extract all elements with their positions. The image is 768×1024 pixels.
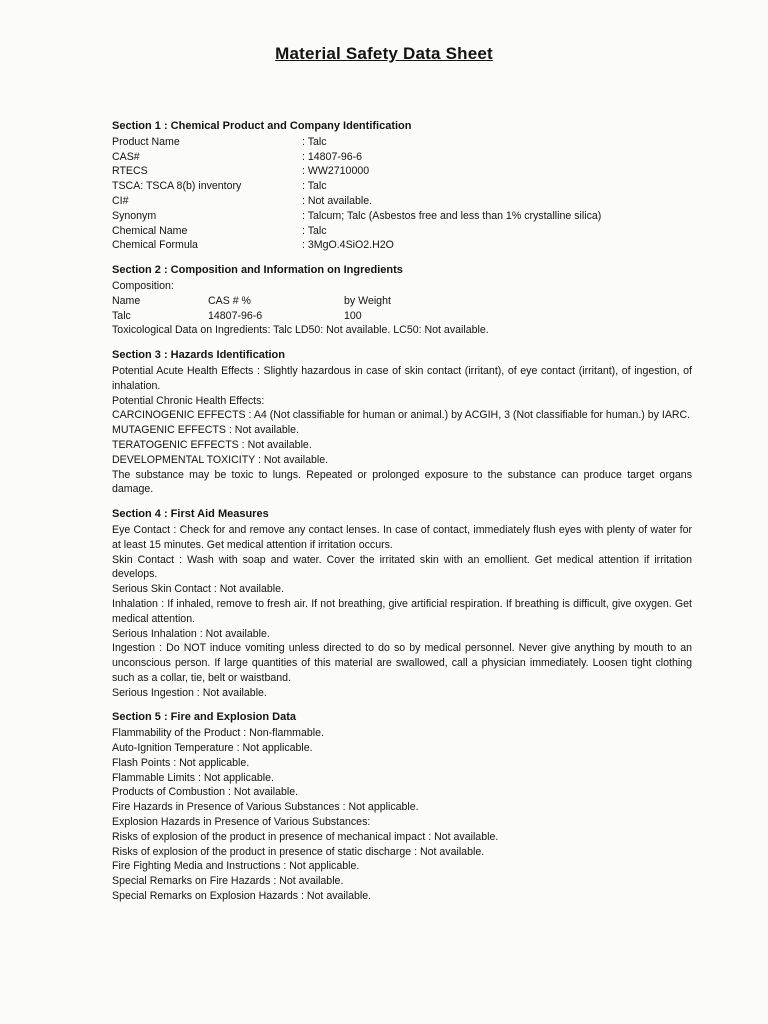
toxicological-data: Toxicological Data on Ingredients: Talc LD50: Not available. LC50: Not available. <box>112 324 489 337</box>
section-3-line: TERATOGENIC EFFECTS : Not available. <box>112 438 312 451</box>
field-label: TSCA: TSCA 8(b) inventory <box>112 180 242 193</box>
section-5-line: Fire Fighting Media and Instructions : Not applicable. <box>112 860 360 873</box>
section-4-line: Skin Contact : Wash with soap and water. Cover the irritated skin with an emollient. Get medical attention if irritation develops. <box>112 553 692 581</box>
ingredient-cas: 14807-96-6 <box>208 309 263 322</box>
chemical-formula-row <box>112 238 692 253</box>
field-value: : 3MgO.4SiO2.H2O <box>302 239 394 252</box>
section-1-title: Section 1 : Chemical Product and Company Identification <box>112 120 412 132</box>
section-3-line: MUTAGENIC EFFECTS : Not available. <box>112 424 299 437</box>
section-5-line: Auto-Ignition Temperature : Not applicable. <box>112 742 313 755</box>
section-4-line: Inhalation : If inhaled, remove to fresh air. If not breathing, give artificial respiration. If breathing is difficult, give oxygen. Get medical attention. <box>112 597 692 625</box>
section-2-title: Section 2 : Composition and Information on Ingredients <box>112 264 403 277</box>
section-5-line: Explosion Hazards in Presence of Various Substances: <box>112 816 371 829</box>
field-value: : Talc <box>302 180 327 193</box>
ingredient-name: Talc <box>112 309 131 322</box>
tsca-row <box>112 179 692 194</box>
section-5-line: Flash Points : Not applicable. <box>112 756 250 769</box>
section-4-line: Serious Skin Contact : Not available. <box>112 583 284 596</box>
field-label: CAS# <box>112 150 140 163</box>
document-body <box>112 119 692 914</box>
field-value: : 14807-96-6 <box>302 150 363 163</box>
field-value: : Not available. <box>302 194 373 207</box>
section-5-line: Flammable Limits : Not applicable. <box>112 771 274 784</box>
section-2 <box>112 263 692 338</box>
field-value: : Talc <box>302 224 327 237</box>
synonym-row <box>112 209 692 224</box>
section-5-line: Risks of explosion of the product in presence of mechanical impact : Not available. <box>112 830 499 843</box>
ingredient-weight: 100 <box>344 309 362 322</box>
composition-label: Composition: <box>112 279 174 292</box>
product-name-row <box>112 135 692 150</box>
section-5-line: Special Remarks on Fire Hazards : Not available. <box>112 875 344 888</box>
section-3-line: CARCINOGENIC EFFECTS : A4 (Not classifiable for human or animal.) by ACGIH, 3 (Not classifiable for human.) by IARC. <box>112 409 691 422</box>
section-5-line: Special Remarks on Explosion Hazards : Not available. <box>112 890 372 903</box>
rtecs-row <box>112 164 692 179</box>
document-title: Material Safety Data Sheet <box>275 44 493 63</box>
section-4-line: Ingestion : Do NOT induce vomiting unless directed to do so by medical personnel. Never give anything by mouth to an unconscious person. If large quantities of this material are swallowed, call a physician immediately. Loosen tight clothing such as a collar, tie, belt or waistband. <box>112 642 692 684</box>
section-3-line: Potential Acute Health Effects : Slightly hazardous in case of skin contact (irritant), of eye contact (irritant), of ingestion, of inhalation. <box>112 364 692 392</box>
section-5-line: Products of Combustion : Not available. <box>112 786 299 799</box>
section-5-title: Section 5 : Fire and Explosion Data <box>112 711 296 724</box>
header-weight: by Weight <box>344 294 391 307</box>
section-3-line: Potential Chronic Health Effects: <box>112 394 265 407</box>
composition-row <box>112 309 692 324</box>
field-value: : Talcum; Talc (Asbestos free and less than 1% crystalline silica) <box>302 209 602 222</box>
header-name: Name <box>112 294 141 307</box>
cas-row <box>112 150 692 165</box>
section-1 <box>112 119 692 253</box>
section-4-line: Eye Contact : Check for and remove any contact lenses. In case of contact, immediately flush eyes with plenty of water for at least 15 minutes. Get medical attention if irritation occurs. <box>112 523 692 551</box>
header-cas: CAS # % <box>208 294 251 307</box>
section-5-line: Fire Hazards in Presence of Various Substances : Not applicable. <box>112 801 419 814</box>
section-3-line: The substance may be toxic to lungs. Repeated or prolonged exposure to the substance can produce target organs damage. <box>112 468 692 496</box>
ci-row <box>112 194 692 209</box>
field-value: : WW2710000 <box>302 165 370 178</box>
section-5-line: Risks of explosion of the product in presence of static discharge : Not available. <box>112 845 485 858</box>
section-3-title: Section 3 : Hazards Identification <box>112 349 285 362</box>
section-4 <box>112 507 692 700</box>
field-label: Product Name <box>112 135 180 148</box>
field-label: CI# <box>112 194 129 207</box>
field-label: RTECS <box>112 165 148 178</box>
section-4-line: Serious Ingestion : Not available. <box>112 686 267 699</box>
field-label: Synonym <box>112 209 157 222</box>
section-5 <box>112 710 692 903</box>
composition-header-row <box>112 294 692 309</box>
field-label: Chemical Name <box>112 224 188 237</box>
chemical-name-row <box>112 224 692 239</box>
section-4-line: Serious Inhalation : Not available. <box>112 627 270 640</box>
section-3 <box>112 348 692 497</box>
section-3-line: DEVELOPMENTAL TOXICITY : Not available. <box>112 453 329 466</box>
field-value: : Talc <box>302 135 327 148</box>
section-4-title: Section 4 : First Aid Measures <box>112 508 269 521</box>
field-label: Chemical Formula <box>112 239 198 252</box>
section-5-line: Flammability of the Product : Non-flammable. <box>112 727 324 740</box>
